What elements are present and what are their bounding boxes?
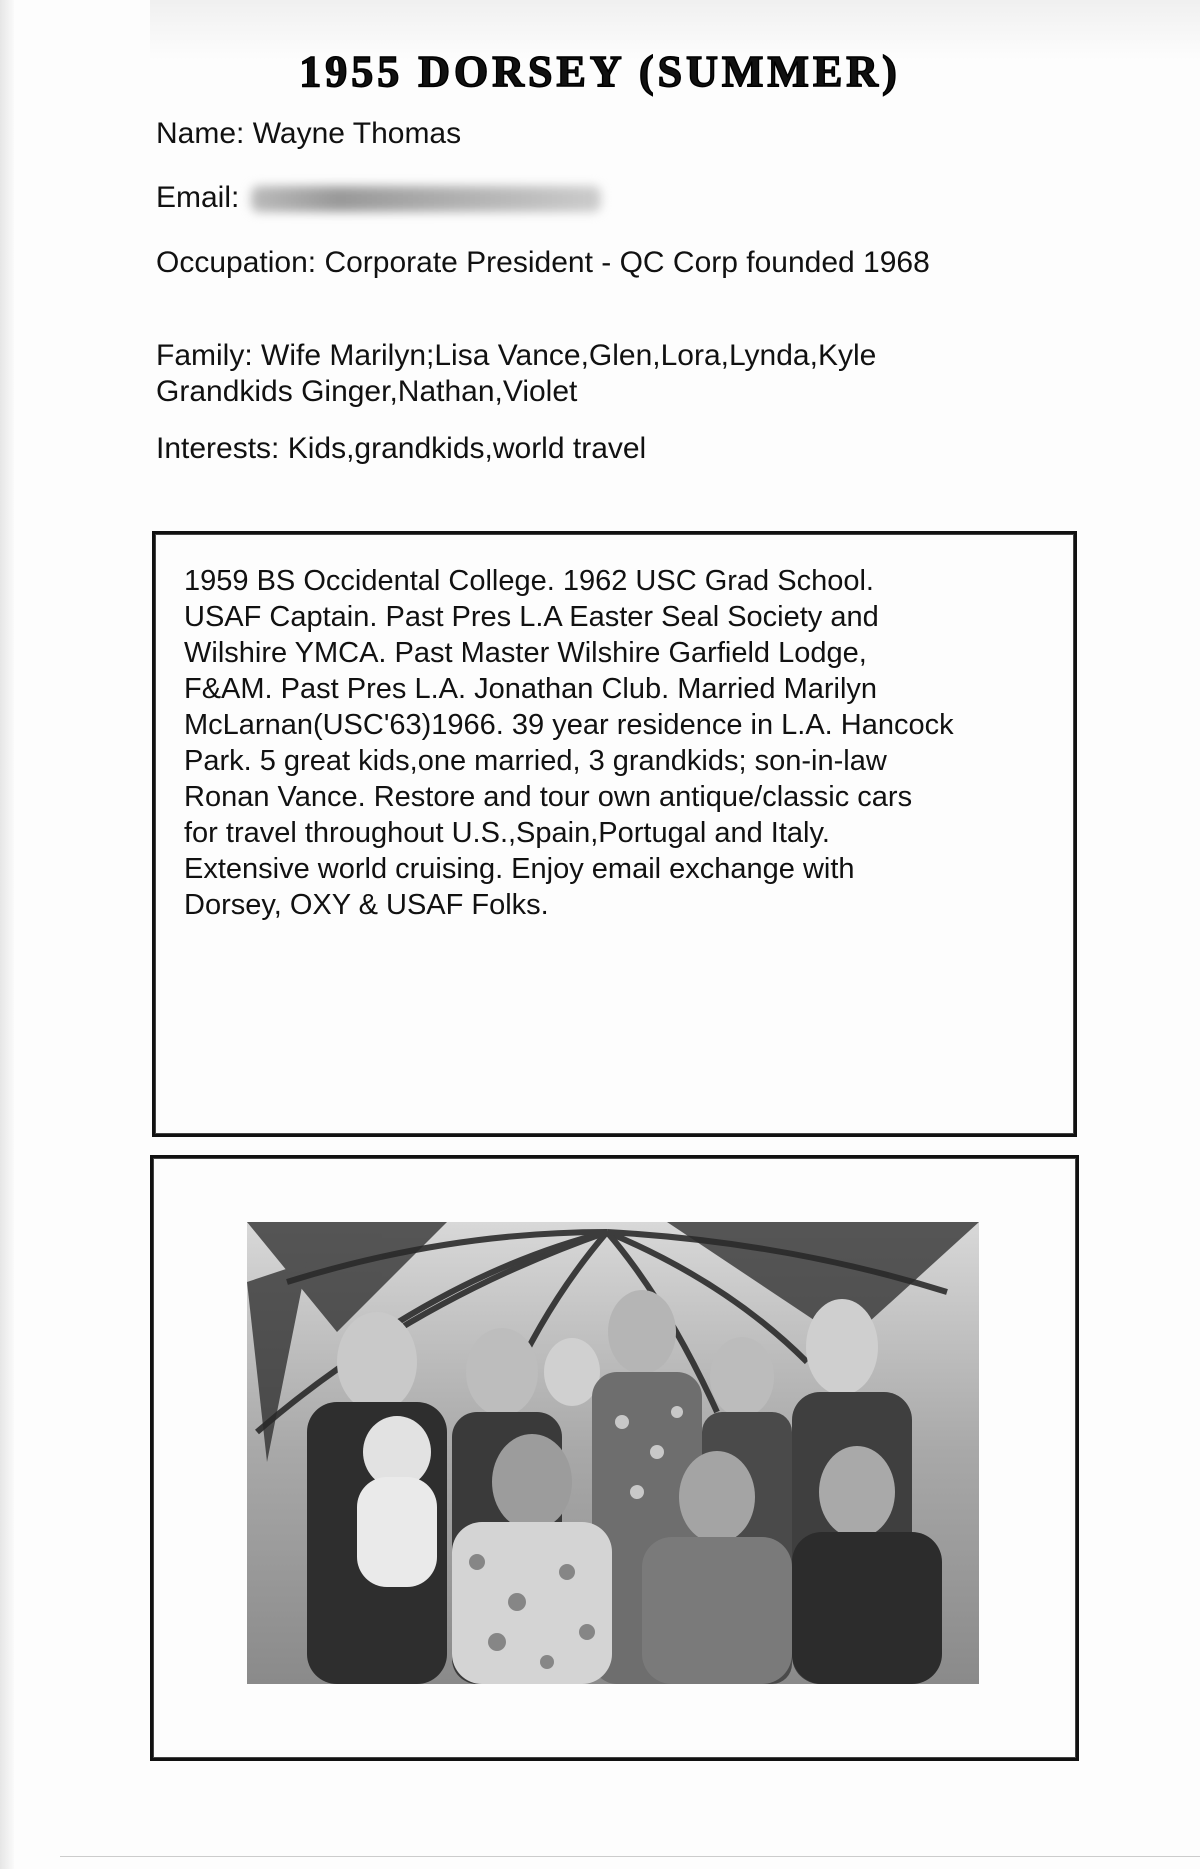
bio-line: Wilshire YMCA. Past Master Wilshire Garfield Lodge, [184, 637, 867, 669]
bio-line: Park. 5 great kids,one married, 3 grandkids; son-in-law [184, 745, 887, 777]
family-photo-illustration [247, 1222, 979, 1684]
email-label: Email: [156, 181, 240, 214]
family-line-1: Wife Marilyn;Lisa Vance,Glen,Lora,Lynda,Kyle [261, 339, 877, 372]
bio-line: Ronan Vance. Restore and tour own antique/classic cars [184, 781, 913, 813]
family-photo [247, 1222, 979, 1684]
bio-line: McLarnan(USC'63)1966. 39 year residence in L.A. Hancock [184, 709, 954, 741]
bio-line: for travel throughout U.S.,Spain,Portugal and Italy. [184, 817, 830, 849]
scan-edge-shadow [0, 0, 14, 1869]
family-label: Family: [156, 339, 253, 372]
bio-line: Extensive world cruising. Enjoy email exchange with [184, 853, 855, 885]
bio-line: F&AM. Past Pres L.A. Jonathan Club. Married Marilyn [184, 673, 878, 705]
name-label: Name: [156, 117, 245, 150]
email-redaction-blur [251, 186, 601, 212]
occupation-field [156, 245, 930, 281]
page-title: 1955 DORSEY (SUMMER) [299, 47, 901, 96]
bio-line: Dorsey, OXY & USAF Folks. [184, 889, 549, 921]
interests-field [156, 431, 646, 467]
interests-value: Kids,grandkids,world travel [287, 432, 647, 465]
family-field [156, 338, 876, 410]
interests-label: Interests: [156, 432, 280, 465]
occupation-value: Corporate President - QC Corp founded 1968 [324, 246, 930, 279]
name-field [156, 116, 461, 152]
bio-text [184, 563, 1064, 923]
family-line-2: Grandkids Ginger,Nathan,Violet [156, 375, 578, 408]
page-bottom-edge [60, 1856, 1200, 1857]
email-field [156, 180, 601, 216]
occupation-label: Occupation: [156, 246, 317, 279]
bio-line: USAF Captain. Past Pres L.A Easter Seal Society and [184, 601, 879, 633]
name-value: Wayne Thomas [252, 117, 462, 150]
bio-line: 1959 BS Occidental College. 1962 USC Grad School. [184, 565, 874, 597]
